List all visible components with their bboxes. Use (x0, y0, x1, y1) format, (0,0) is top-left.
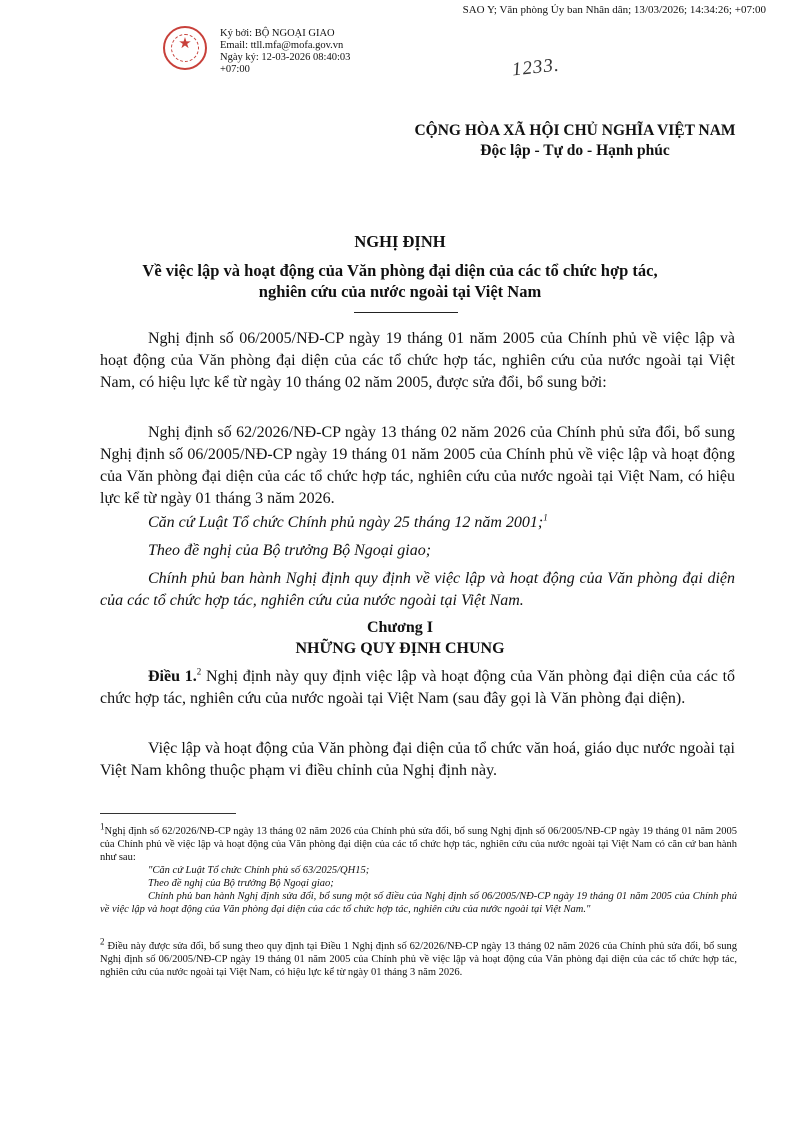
footnote-1-quote-3: Chính phủ ban hành Nghị định sửa đổi, bổ sung một số điều của Nghị định số 06/2005/NĐ-CP ngày 19 tháng 01 năm 2005 của Chính phủ về việc lập và hoạt động của Văn phòng đại diện của các tổ chức hợp tác, nghiên cứu của nước ngoài tại Việt Nam." (100, 891, 737, 915)
signature-signer: Ký bởi: BỘ NGOẠI GIAO (220, 28, 335, 39)
signature-email: Email: ttll.mfa@mofa.gov.vn (220, 40, 344, 51)
national-motto (392, 121, 758, 161)
country-slogan: Độc lập - Tự do - Hạnh phúc (480, 142, 670, 159)
paragraph-issuance: Chính phủ ban hành Nghị định quy định về việc lập và hoạt động của Văn phòng đại diện của các tổ chức hợp tác, nghiên cứu của nước ngoài tại Việt Nam. (100, 570, 735, 609)
subject-line-2: nghiên cứu của nước ngoài tại Việt Nam (258, 282, 542, 301)
footnote-1-quote-2: Theo đề nghị của Bộ trưởng Bộ Ngoại giao; (148, 878, 334, 889)
document-type: NGHỊ ĐỊNH (354, 232, 446, 251)
copy-stamp-header: SAO Y; Văn phòng Ủy ban Nhân dân; 13/03/2026; 14:34:26; +07:00 (462, 4, 766, 16)
handwritten-number: 1233. (510, 54, 561, 81)
document-subject (80, 260, 720, 302)
signature-date: Ngày ký: 12-03-2026 08:40:03 (220, 52, 351, 63)
ministry-seal-icon: ★ (163, 26, 207, 70)
paragraph-legal-basis: Căn cứ Luật Tổ chức Chính phủ ngày 25 tháng 12 năm 2001;$^1$ (148, 512, 548, 531)
chapter-number: Chương I (366, 619, 434, 636)
footnote-1: $^1$Nghị định số 62/2026/NĐ-CP ngày 13 tháng 02 năm 2026 của Chính phủ sửa đổi, bổ sung Nghị định số 06/2005/NĐ-CP ngày 19 tháng 01 năm 2005 của Chính phủ về việc lập và hoạt động của Văn phòng đại diện của các tổ chức hợp tác, nghiên cứu của nước ngoài tại Việt Nam có căn cứ ban hành như sau: "Căn cứ Luật Tổ chức Chính phủ số 63/2025/QH15; Theo đề nghị của Bộ trưởng Bộ Ngoại giao; Chính phủ ban hành Nghị định sửa đổi, bổ sung một số điều của Nghị định số 06/2005/NĐ-CP ngày 19 tháng 01 năm 2005 của Chính phủ về việc lập và hoạt động của Văn phòng đại diện của các tổ chức hợp tác, nghiên cứu của nước ngoài tại Việt Nam." (100, 821, 737, 915)
country-name: CỘNG HÒA XÃ HỘI CHỦ NGHĨA VIỆT NAM (414, 122, 736, 139)
signature-timezone: +07:00 (220, 64, 250, 75)
title-divider (354, 312, 458, 313)
paragraph-proposal: Theo đề nghị của Bộ trưởng Bộ Ngoại giao; (148, 542, 432, 559)
footnote-2: $^2$ Điều này được sửa đổi, bổ sung theo quy định tại Điều 1 Nghị định số 62/2026/NĐ-CP ngày 13 tháng 02 năm 2026 của Chính phủ sửa đổi, bổ sung Nghị định số 06/2005/NĐ-CP ngày 19 tháng 01 năm 2005 của Chính phủ về việc lập và hoạt động của Văn phòng đại diện của các tổ chức hợp tác, nghiên cứu của nước ngoài tại Việt Nam, có hiệu lực kể từ ngày 01 tháng 3 năm 2026. (100, 936, 737, 978)
footnote-ref-2[interactable]: 2 (196, 666, 202, 677)
footnote-divider (100, 813, 236, 814)
article-1-label: Điều 1. (148, 668, 197, 685)
paragraph-preamble-2: Nghị định số 62/2026/NĐ-CP ngày 13 tháng 02 năm 2026 của Chính phủ sửa đổi, bổ sung Nghị định số 06/2005/NĐ-CP ngày 19 tháng 01 năm 2005 của Chính phủ về việc lập và hoạt động của Văn phòng đại diện của các tổ chức hợp tác, nghiên cứu của nước ngoài tại Việt Nam, có hiệu lực kể từ ngày 01 tháng 3 năm 2026. (100, 424, 735, 507)
article-1-paragraph-2: Việc lập và hoạt động của Văn phòng đại diện của tổ chức văn hoá, giáo dục nước ngoài tại Việt Nam không thuộc phạm vi điều chỉnh của Nghị định này. (100, 740, 735, 779)
paragraph-preamble-1: Nghị định số 06/2005/NĐ-CP ngày 19 tháng 01 năm 2005 của Chính phủ về việc lập và hoạt động của Văn phòng đại diện của các tổ chức hợp tác, nghiên cứu của nước ngoài tại Việt Nam, có hiệu lực kể từ ngày 10 tháng 02 năm 2005, được sửa đổi, bổ sung bởi: (100, 330, 735, 391)
footnote-1-quote-1: "Căn cứ Luật Tổ chức Chính phủ số 63/2025/QH15; (148, 865, 370, 876)
chapter-title: NHỮNG QUY ĐỊNH CHUNG (295, 640, 505, 657)
digital-signature-block (220, 28, 420, 76)
footnote-ref-1[interactable]: 1 (543, 512, 548, 523)
article-1: Điều 1.$^2$ Nghị định này quy định việc lập và hoạt động của Văn phòng đại diện của các tổ chức hợp tác, nghiên cứu của nước ngoài tại Việt Nam (sau đây gọi là Văn phòng đại diện). (100, 666, 736, 707)
subject-line-1: Về việc lập và hoạt động của Văn phòng đại diện của các tổ chức hợp tác, (142, 261, 658, 280)
